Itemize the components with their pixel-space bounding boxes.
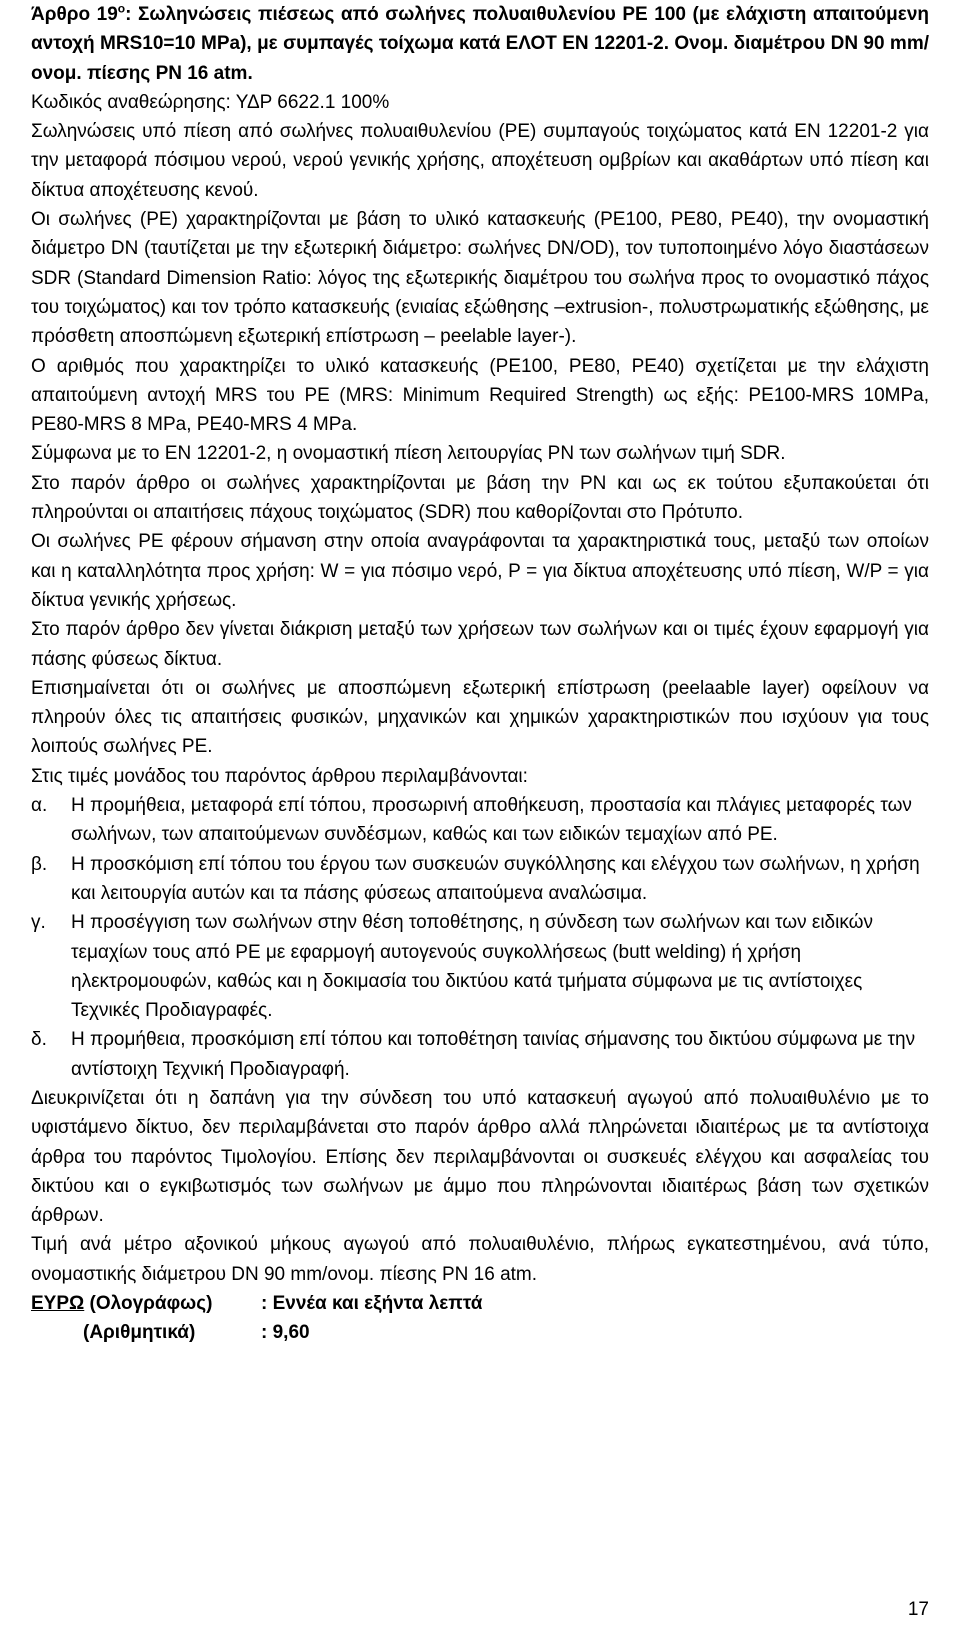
paragraph-characterization: Οι σωλήνες (PE) χαρακτηρίζονται με βάση το υλικό κατασκευής (PE100, PE80, PE40), την ονομαστική διάμετρο DN (ταυτίζεται με την εξωτερική διάμετρο: σωλήνες DN/OD), τον τυποποιημένο λόγο διαστάσεων SDR (Standard Dimension Ratio: λόγος της εξωτερικής διαμέτρου του σωλήνα προς το ονομαστικό πάχος του τοιχώματος) και τον τρόπο κατασκευής (ενιαίας εξώθησης –extrusion-, πολυστρωματικής εξώθησης, με πρόσθετη αποσπώμενη εξωτερική επίστρωση – peelable layer-).: [31, 209, 929, 348]
words-label: (Ολογράφως): [84, 1293, 213, 1315]
paragraph-pn-basis: Στο παρόν άρθρο οι σωλήνες χαρακτηρίζονται με βάση την PN και ως εκ τούτου εξυπακούεται ότι πληρούνται οι απαιτήσεις πάχους τοιχώματος (SDR) που καθορίζονται στο Πρότυπο.: [31, 472, 929, 524]
currency-label: ΕΥΡΩ: [31, 1293, 85, 1315]
list-item: [31, 1025, 929, 1084]
price-words-row: [31, 1289, 929, 1318]
list-item-text: Η προμήθεια, μεταφορά επί τόπου, προσωρινή αποθήκευση, προστασία και πλάγιες μεταφορές των σωλήνων, των απαιτούμενων συνδέσμων, καθώς και των ειδικών τεμαχίων από PE.: [71, 795, 912, 846]
list-item: [31, 908, 929, 1025]
paragraph-includes-intro: Στις τιμές μονάδος του παρόντος άρθρου περιλαμβάνονται:: [31, 765, 528, 787]
list-item: [31, 850, 929, 909]
price-words-label: [31, 1289, 261, 1318]
paragraph-unit-price-description: Τιμή ανά μέτρο αξονικού μήκους αγωγού από πολυαιθυλένιο, πλήρως εγκατεστημένου, ανά τύπο, ονομαστικής διάμετρου DN 90 mm/ονομ. πίεσης PN 16 atm.: [31, 1234, 929, 1285]
paragraph-scope: Σωληνώσεις υπό πίεση από σωλήνες πολυαιθυλενίου (PE) συμπαγούς τοιχώματος κατά ΕΝ 12201-2 για την μεταφορά πόσιμου νερού, νερού γενικής χρήσης, αποχέτευση ομβρίων και ακαθάρτων υπό πίεση και δίκτυα αποχέτευσης κενού.: [31, 121, 929, 201]
article-title-text: : Σωληνώσεις πιέσεως από σωλήνες πολυαιθυλενίου PE 100 (με ελάχιστη απαιτούμενη αντοχή MRS10=10 MPa), με συμπαγές τοίχωμα κατά ΕΛΟΤ ΕΝ 12201-2. Ονομ. διαμέτρου DN 90 mm/ονομ. πίεσης PN 16 atm.: [31, 4, 929, 84]
article-title-prefix: Άρθρο 19: [31, 4, 118, 25]
list-item-text: Η προμήθεια, προσκόμιση επί τόπου και τοποθέτηση ταινίας σήμανσης του δικτύου σύμφωνα με την αντίστοιχη Τεχνική Προδιαγραφή.: [71, 1029, 916, 1080]
price-block: [31, 1289, 929, 1348]
price-numbers-label: (Αριθμητικά): [83, 1322, 196, 1344]
paragraph-clarification: Διευκρινίζεται ότι η δαπάνη για την σύνδεση του υπό κατασκευή αγωγού από πολυαιθυλένιο με το υφιστάμενο δίκτυο, δεν περιλαμβάνεται στο παρόν άρθρο αλλά πληρώνεται ιδιαιτέρως με τα αντίστοιχα άρθρα του παρόντος Τιμολογίου. Επίσης δεν περιλαμβάνονται οι συσκευές ελέγχου και ασφαλείας του δικτύου και ο εγκιβωτισμός των σωλήνων με άμμο που πληρώνονται ιδιαιτέρως βάση των σχετικών άρθρων.: [31, 1087, 929, 1227]
article-title-superscript: ο: [117, 1, 126, 16]
price-numbers-value: : 9,60: [261, 1322, 310, 1344]
list-item: [31, 791, 929, 850]
price-words-value: : Εννέα και εξήντα λεπτά: [261, 1293, 483, 1315]
list-marker: β.: [31, 853, 48, 875]
article-title: [31, 0, 929, 88]
price-numbers-row: [31, 1318, 929, 1347]
revision-code: Κωδικός αναθεώρησης: ΥΔΡ 6622.1 100%: [31, 91, 390, 113]
list-marker: δ.: [31, 1029, 47, 1051]
included-items-list: [31, 791, 929, 1084]
paragraph-peelable-layer: Επισημαίνεται ότι οι σωλήνες με αποσπώμενη εξωτερική επίστρωση (peelaable layer) οφείλουν να πληρούν όλες τις απαιτήσεις φυσικών, μηχανικών και χημικών χαρακτηριστικών που ισχύουν για τους λοιπούς σωλήνες PE.: [31, 677, 929, 758]
paragraph-material-number: Ο αριθμός που χαρακτηρίζει το υλικό κατασκευής (PE100, PE80, PE40) σχετίζεται με την ελάχιστη απαιτούμενη αντοχή MRS του PE (MRS: Minimum Required Strength) ως εξής: PE100-MRS 10MPa, PE80-MRS 8 MPa, PE40-MRS 4 MPa.: [31, 355, 929, 436]
list-item-text: Η προσκόμιση επί τόπου του έργου των συσκευών συγκόλλησης και ελέγχου των σωλήνων, η χρήση και λειτουργία αυτών και τα πάσης φύσεως απαιτούμενα αναλώσιμα.: [71, 853, 920, 904]
paragraph-marking: Οι σωλήνες PE φέρουν σήμανση στην οποία αναγράφονται τα χαρακτηριστικά τους, μεταξύ των οποίων και η καταλληλότητα προς χρήση: W = για πόσιμο νερό, P = για δίκτυα αποχέτευσης υπό πίεση, W/P = για δίκτυα γενικής χρήσεως.: [31, 531, 929, 611]
list-marker: γ.: [31, 912, 46, 934]
list-marker: α.: [31, 795, 48, 817]
document-page: [31, 0, 929, 1348]
paragraph-nominal-pressure: Σύμφωνα με το ΕΝ 12201-2, η ονομαστική πίεση λειτουργίας PN των σωλήνων τιμή SDR.: [31, 443, 786, 465]
paragraph-no-distinction: Στο παρόν άρθρο δεν γίνεται διάκριση μεταξύ των χρήσεων των σωλήνων και οι τιμές έχουν εφαρμογή για πάσης φύσεως δίκτυα.: [31, 619, 929, 670]
page-number: 17: [907, 1599, 929, 1620]
list-item-text: Η προσέγγιση των σωλήνων στην θέση τοποθέτησης, η σύνδεση των σωλήνων και των ειδικών τεμαχίων τους από PE με εφαρμογή αυτογενούς συγκολλήσεως (butt welding) ή χρήση ηλεκτρομουφών, καθώς και η δοκιμασία του δικτύου κατά τμήματα σύμφωνα με τις αντίστοιχες Τεχνικές Προδιαγραφές.: [71, 912, 873, 1022]
